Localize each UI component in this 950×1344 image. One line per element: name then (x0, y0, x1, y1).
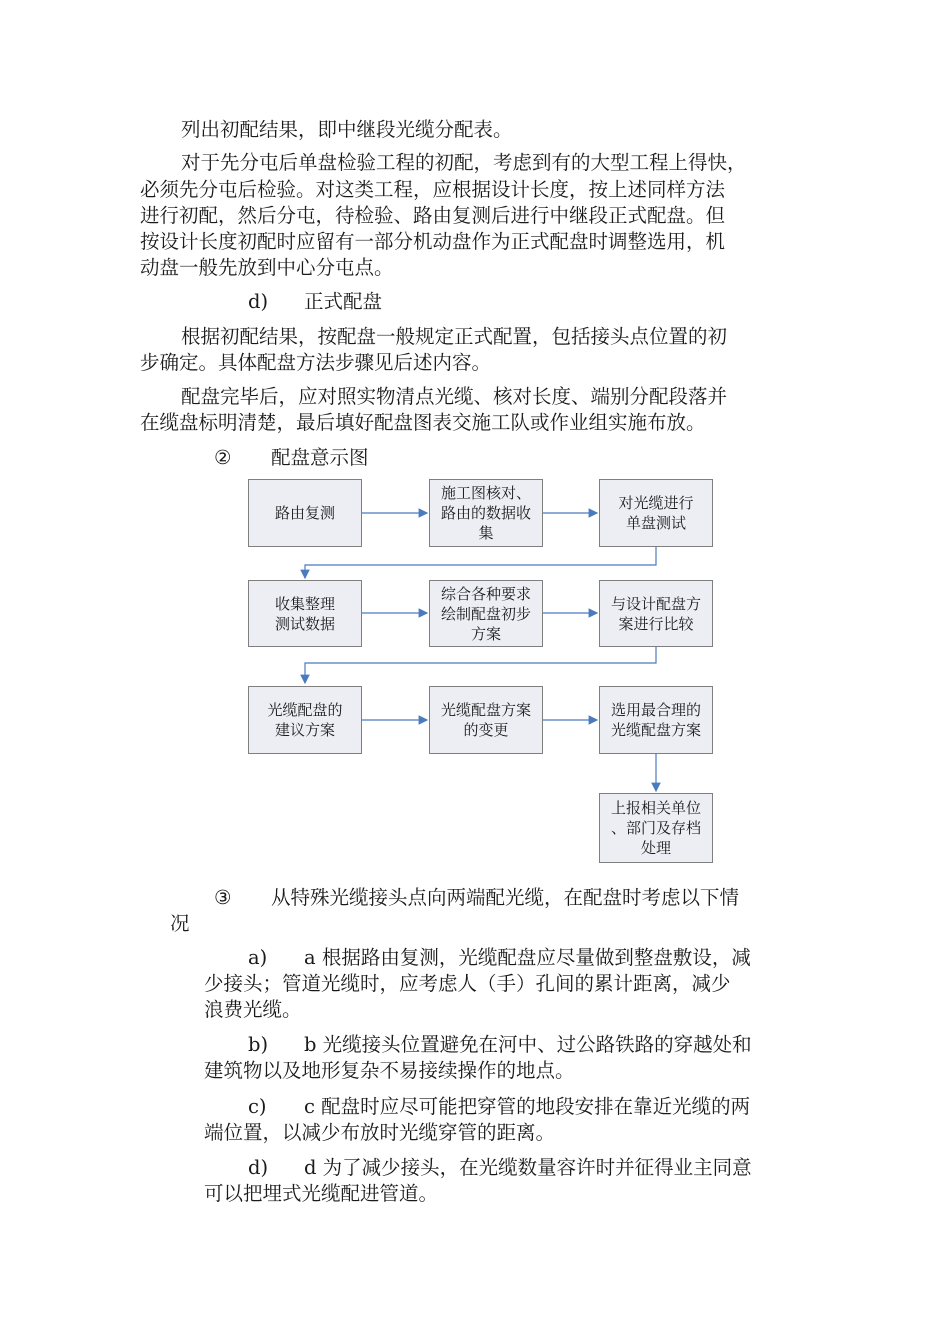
item-marker: d) (248, 1156, 269, 1179)
box-text: 方案 (470, 624, 501, 643)
paragraph-line: 对于先分屯后单盘检验工程的初配，考虑到有的大型工程上得快， (181, 151, 747, 174)
box-text: 选用最合理的 (610, 701, 701, 719)
item-text: c 配盘时应尽可能把穿管的地段安排在靠近光缆的两 (304, 1095, 751, 1118)
paragraph-line: 按设计长度初配时应留有一部分机动盘作为正式配盘时调整选用，机 (140, 230, 726, 253)
paragraph-line: 在缆盘标明清楚，最后填好配盘图表交施工队或作业组实施布放。 (140, 411, 706, 434)
box-text: 光缆配盘的 (267, 701, 343, 719)
box-text: 建议方案 (274, 721, 335, 739)
paragraph-line: 配盘完毕后，应对照实物清点光缆、核对长度、端别分配段落并 (181, 385, 728, 408)
item-text: 可以把埋式光缆配进管道。 (204, 1182, 439, 1205)
paragraph-line: 必须先分屯后检验。对这类工程，应根据设计长度，按上述同样方法 (140, 178, 726, 201)
section-marker: ③ (214, 886, 232, 909)
box-text: 对光缆进行 (618, 494, 694, 512)
paragraph-line: 列出初配结果，即中继段光缆分配表。 (181, 118, 513, 141)
box-text: 路由的数据收 (440, 504, 531, 522)
box-text: 综合各种要求 (440, 584, 531, 603)
box-text: 单盘测试 (625, 514, 686, 532)
box-text: 、部门及存档 (610, 819, 701, 837)
flow-box-data-collection (429, 479, 543, 547)
box-text: 光缆配盘方案 (440, 701, 531, 719)
box-text: 测试数据 (274, 614, 335, 633)
item-marker: b) (248, 1033, 269, 1056)
box-text: 路由复测 (274, 504, 335, 522)
item-text: 浪费光缆。 (204, 998, 302, 1021)
paragraph-line: 根据初配结果，按配盘一般规定正式配置，包括接头点位置的初 (181, 325, 728, 348)
box-text: 与设计配盘方 (610, 594, 701, 613)
arrow (305, 547, 656, 578)
paragraph-line: 动盘一般先放到中心分屯点。 (140, 256, 394, 279)
flow-box-collect-test-data (248, 580, 362, 647)
item-text: d 为了减少接头，在光缆数量容许时并征得业主同意 (304, 1156, 752, 1179)
flow-box-best-plan (599, 686, 713, 754)
item-marker: c) (248, 1095, 267, 1118)
flow-box-suggested-plan (248, 686, 362, 754)
section-heading: 况 (170, 912, 190, 935)
paragraph-line: 进行初配，然后分屯，待检验、路由复测后进行中继段正式配盘。但 (140, 204, 726, 227)
item-text: b 光缆接头位置避免在河中、过公路铁路的穿越处和 (304, 1033, 752, 1056)
arrow (305, 647, 656, 683)
box-text: 案进行比较 (618, 614, 694, 633)
item-marker: a) (248, 946, 268, 969)
item-text: a 根据路由复测，光缆配盘应尽量做到整盘敷设，减 (304, 946, 751, 969)
flow-box-plan-change (429, 686, 543, 754)
flow-box-route-survey (248, 479, 362, 547)
item-text: 建筑物以及地形复杂不易接续操作的地点。 (204, 1059, 575, 1082)
heading-text: 配盘意示图 (271, 446, 369, 469)
box-text: 绘制配盘初步 (440, 604, 531, 623)
box-text: 的变更 (463, 721, 509, 739)
box-text: 施工图核对、 (440, 484, 531, 502)
section-heading: 从特殊光缆接头点向两端配光缆，在配盘时考虑以下情 (271, 886, 740, 909)
flow-box-draft-plan (429, 580, 543, 647)
box-text: 光缆配盘方案 (610, 721, 701, 739)
flow-box-compare-design (599, 580, 713, 647)
box-text: 收集整理 (274, 594, 335, 613)
box-text: 上报相关单位 (610, 799, 701, 817)
box-text: 集 (478, 524, 494, 542)
item-text: 端位置，以减少布放时光缆穿管的距离。 (204, 1121, 556, 1144)
flow-box-report-archive (599, 793, 713, 863)
heading-marker: d) (248, 290, 269, 313)
heading-text: 正式配盘 (304, 290, 383, 313)
paragraph-line: 步确定。具体配盘方法步骤见后述内容。 (140, 351, 492, 374)
flow-box-single-reel-test (599, 479, 713, 547)
box-text: 处理 (640, 839, 671, 857)
item-text: 少接头；管道光缆时，应考虑人（手）孔间的累计距离，减少 (204, 972, 731, 995)
heading-marker: ② (214, 446, 232, 469)
